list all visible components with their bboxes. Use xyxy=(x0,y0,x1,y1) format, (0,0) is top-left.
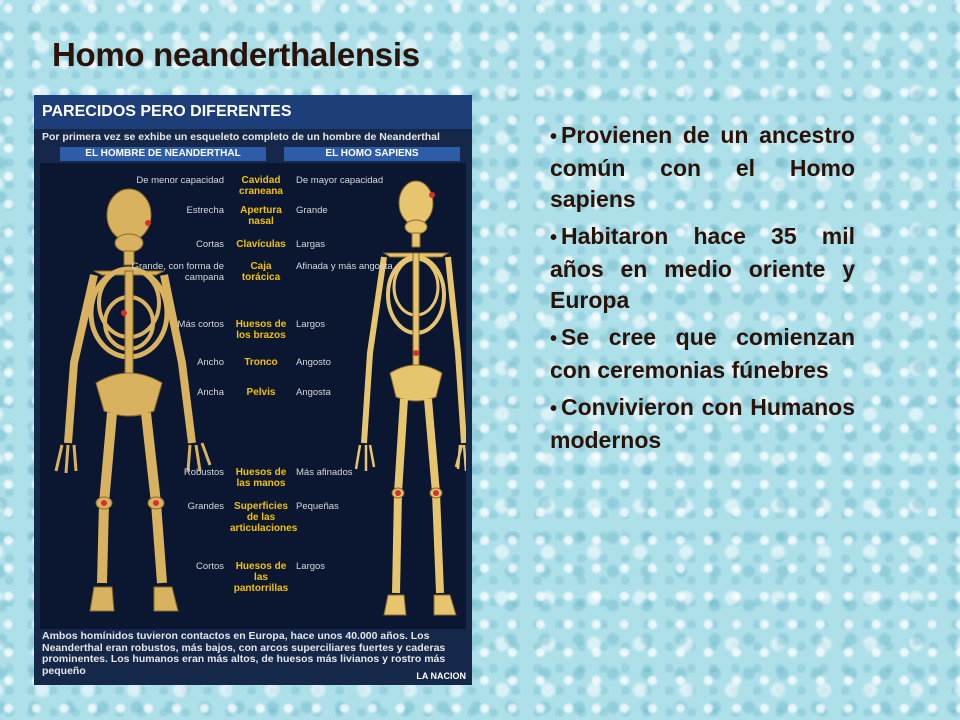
anatomy-feature: Cavidad craneana xyxy=(239,175,283,197)
bullet-text: Se cree que comienzan con ceremonias fúnebres xyxy=(550,324,855,383)
sapiens-trait: Angosta xyxy=(296,387,331,398)
anatomy-feature: Pelvis xyxy=(246,387,276,398)
infographic-header: PARECIDOS PERO DIFERENTES xyxy=(34,95,472,129)
column-header-sapiens: EL HOMO SAPIENS xyxy=(284,147,460,161)
neanderthal-trait: De menor capacidad xyxy=(136,175,224,186)
neanderthal-trait: Cortas xyxy=(196,239,224,250)
bullet-item xyxy=(550,221,855,316)
anatomy-feature: Caja torácica xyxy=(241,261,281,283)
sapiens-trait: Grande xyxy=(296,205,328,216)
comparison-row xyxy=(34,261,472,301)
anatomy-feature: Superficies de las articulaciones xyxy=(230,501,298,534)
anatomy-feature: Huesos de las pantorrillas xyxy=(233,561,289,594)
infographic-subtitle: Por primera vez se exhibe un esqueleto completo de un hombre de Neanderthal xyxy=(42,131,440,143)
bullet-icon: • xyxy=(550,328,558,350)
anatomy-feature: Clavículas xyxy=(236,239,286,250)
neanderthal-trait: Estrecha xyxy=(186,205,224,216)
column-header-neanderthal: EL HOMBRE DE NEANDERTHAL xyxy=(60,147,266,161)
anatomy-feature: Apertura nasal xyxy=(240,205,282,227)
anatomy-feature: Huesos de las manos xyxy=(235,467,287,489)
comparison-row xyxy=(34,319,472,359)
sapiens-trait: Largas xyxy=(296,239,326,250)
source-credit: LA NACION xyxy=(416,671,466,681)
bullet-list xyxy=(550,120,855,462)
comparison-row xyxy=(34,387,472,427)
bullet-text: Convivieron con Humanos modernos xyxy=(550,394,855,453)
sapiens-trait: Afinada y más angosta xyxy=(296,261,393,272)
neanderthal-trait: Grandes xyxy=(187,501,224,512)
neanderthal-trait: Robustos xyxy=(183,467,224,478)
sapiens-trait: Largos xyxy=(296,561,326,572)
bullet-text: Habitaron hace 35 mil años en medio oriente y Europa xyxy=(550,223,855,313)
bullet-icon: • xyxy=(550,398,558,420)
bullet-item xyxy=(550,322,855,386)
slide-title: Homo neanderthalensis xyxy=(52,36,420,73)
sapiens-trait: Largos xyxy=(296,319,326,330)
bullet-text: Provienen de un ancestro común con el Homo sapiens xyxy=(550,122,855,212)
sapiens-trait: Pequeñas xyxy=(296,501,339,512)
neanderthal-trait: Cortos xyxy=(196,561,224,572)
comparison-row xyxy=(34,501,472,541)
bullet-item xyxy=(550,120,855,215)
sapiens-trait: De mayor capacidad xyxy=(296,175,384,186)
sapiens-trait: Más afinados xyxy=(296,467,353,478)
sapiens-trait: Angosto xyxy=(296,357,331,368)
comparison-row xyxy=(34,561,472,601)
bullet-item xyxy=(550,392,855,456)
infographic-caption: Ambos homínidos tuvieron contactos en Europa, hace unos 40.000 años. Los Neanderthal eran robustos, más bajos, con arcos superciliares fuertes y caderas prominentes. Los humanos eran más altos, de huesos más livianos y rostro más pequeño xyxy=(42,630,446,677)
bullet-icon: • xyxy=(550,126,558,148)
anatomy-feature: Tronco xyxy=(244,357,278,368)
neanderthal-trait: Más cortos xyxy=(177,319,224,330)
bullet-icon: • xyxy=(550,227,558,249)
neanderthal-trait: Grande, con forma de campana xyxy=(131,261,224,283)
neanderthal-trait: Ancha xyxy=(197,387,224,398)
neanderthal-trait: Ancho xyxy=(197,357,224,368)
anatomy-feature: Huesos de los brazos xyxy=(235,319,287,341)
neanderthal-infographic xyxy=(34,95,472,685)
